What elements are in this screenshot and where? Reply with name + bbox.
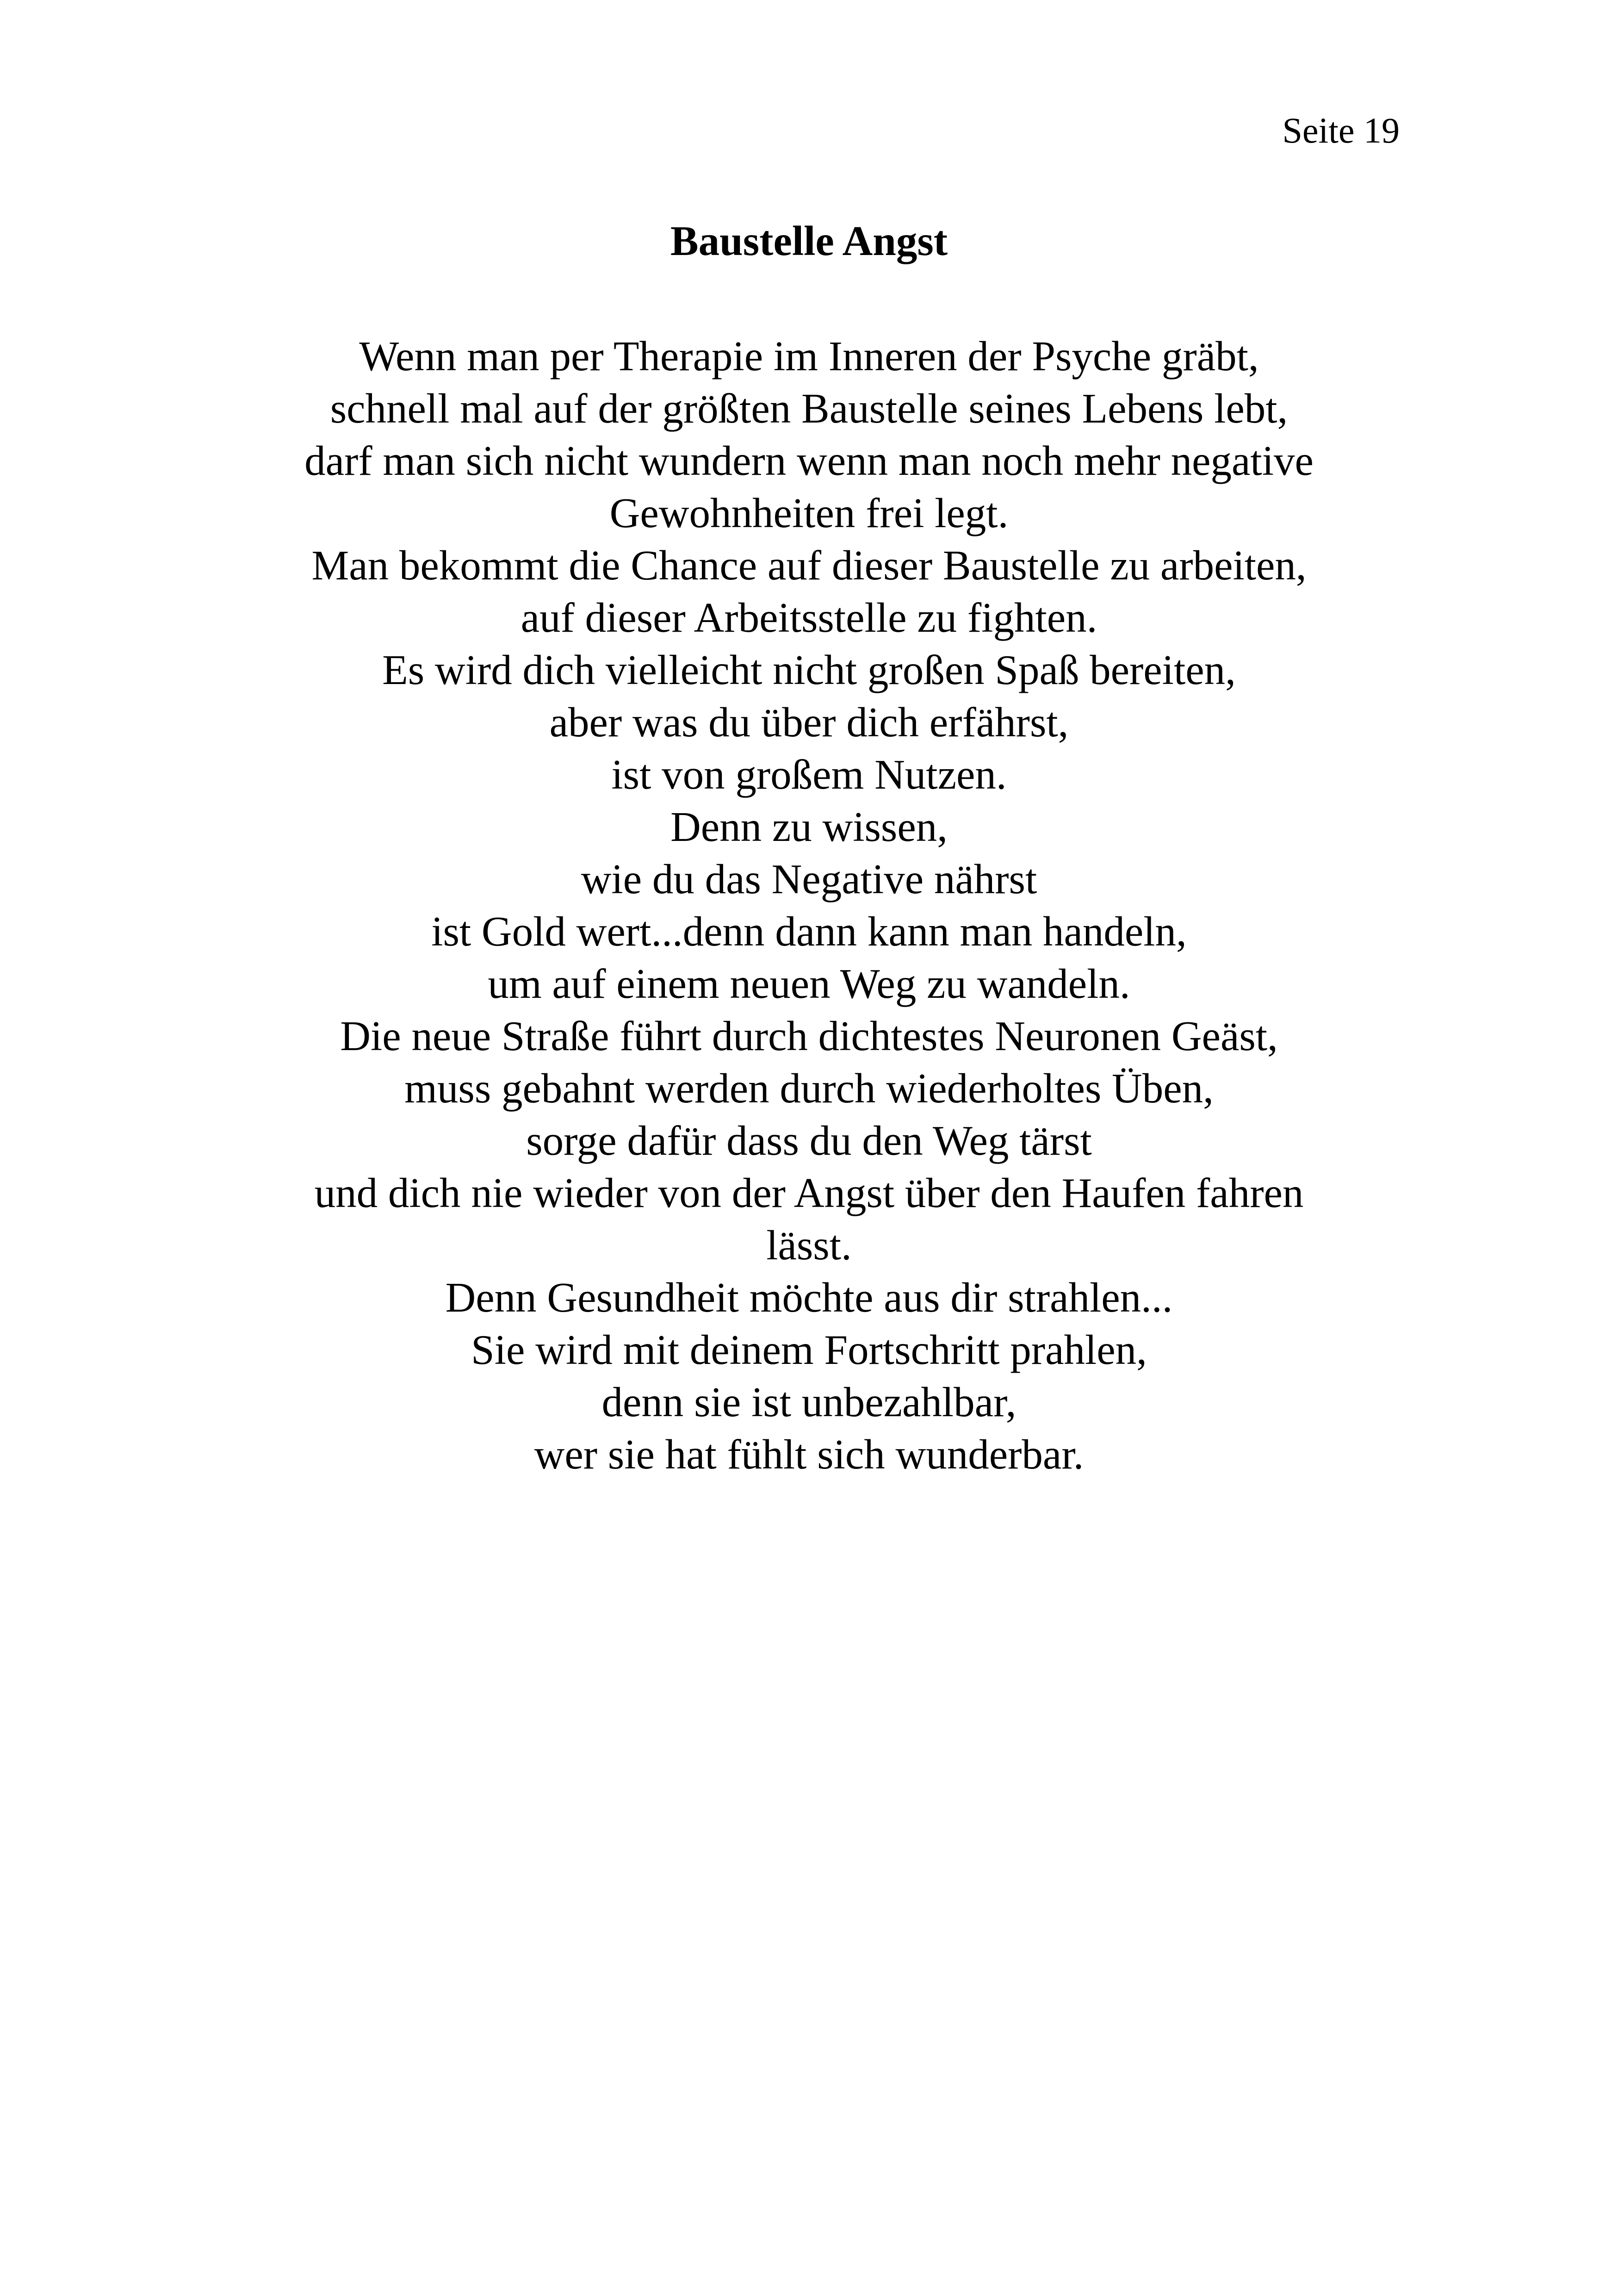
poem-line: darf man sich nicht wundern wenn man noch mehr negative [304, 437, 1314, 484]
poem-line: denn sie ist unbezahlbar, [601, 1379, 1017, 1425]
poem-line: muss gebahnt werden durch wiederholtes Üben, [404, 1065, 1214, 1112]
poem-body [0, 330, 1618, 1481]
page-number: Seite 19 [1282, 110, 1400, 150]
poem-line: Denn Gesundheit möchte aus dir strahlen... [445, 1274, 1173, 1321]
poem-line: Die neue Straße führt durch dichtestes Neuronen Geäst, [340, 1013, 1278, 1059]
poem-line: Sie wird mit deinem Fortschritt prahlen, [471, 1326, 1147, 1373]
poem-line: Man bekommt die Chance auf dieser Baustelle zu arbeiten, [311, 542, 1307, 589]
poem-line: ist von großem Nutzen. [611, 751, 1007, 798]
poem-line: Denn zu wissen, [670, 803, 948, 850]
poem-line: Wenn man per Therapie im Inneren der Psyche gräbt, [359, 333, 1259, 380]
poem-line: wer sie hat fühlt sich wunderbar. [534, 1431, 1084, 1478]
poem-line: wie du das Negative nährst [581, 856, 1037, 902]
poem-line: auf dieser Arbeitsstelle zu fighten. [521, 594, 1097, 641]
poem-line: ist Gold wert...denn dann kann man handeln, [431, 908, 1187, 955]
poem-line: lässt. [766, 1222, 852, 1269]
poem-line: um auf einem neuen Weg zu wandeln. [488, 960, 1130, 1007]
poem-line: Gewohnheiten frei legt. [609, 490, 1009, 536]
poem-line: schnell mal auf der größten Baustelle seines Lebens lebt, [330, 385, 1288, 432]
poem-line: sorge dafür dass du den Weg tärst [526, 1117, 1092, 1164]
poem-line: und dich nie wieder von der Angst über den Haufen fahren [314, 1170, 1304, 1216]
poem-line: Es wird dich vielleicht nicht großen Spaß bereiten, [382, 647, 1236, 693]
poem-title: Baustelle Angst [670, 218, 948, 264]
poem-line: aber was du über dich erfährst, [549, 699, 1069, 746]
